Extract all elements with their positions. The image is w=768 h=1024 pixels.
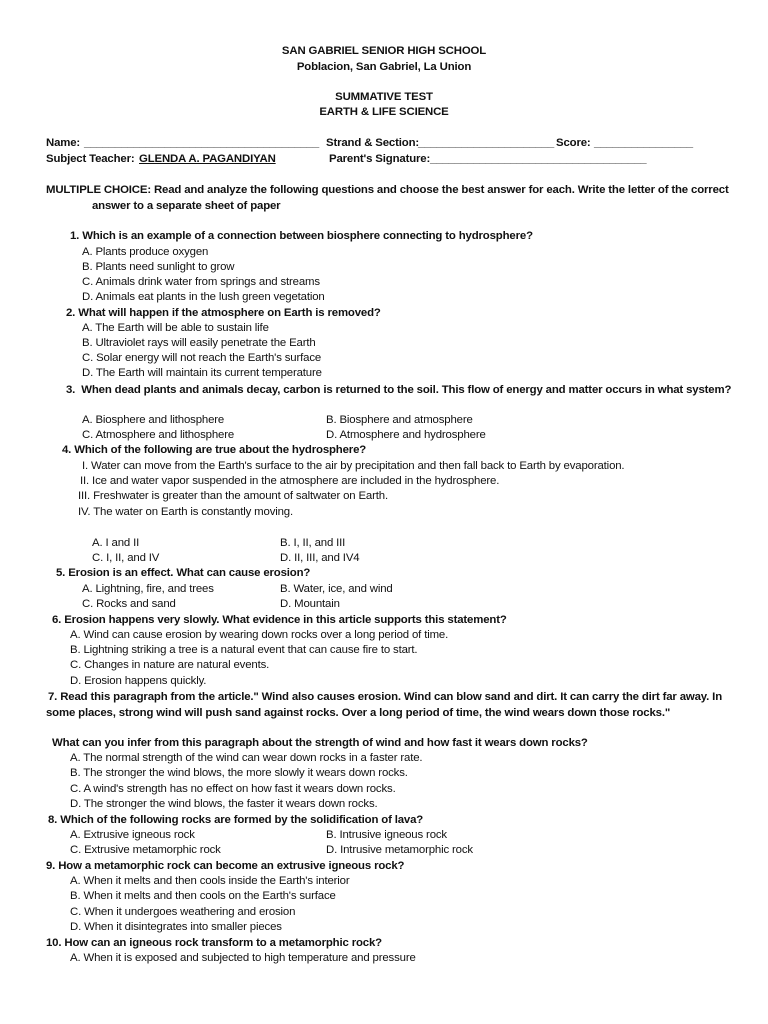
q9-choice-d: D. When it disintegrates into smaller pieces: [70, 921, 282, 933]
q2-choice-d: D. The Earth will maintain its current temperature: [82, 367, 322, 379]
q7-choice-a: A. The normal strength of the wind can wear down rocks in a faster rate.: [70, 752, 423, 764]
question-9: 9. How a metamorphic rock can become an extrusive igneous rock?: [46, 860, 405, 872]
subject-title: EARTH & LIFE SCIENCE: [319, 106, 449, 118]
q9-choice-a: A. When it melts and then cools inside the Earth's interior: [70, 875, 350, 887]
q5-choice-a: A. Lightning, fire, and trees: [82, 583, 214, 595]
q6-choice-d: D. Erosion happens quickly.: [70, 675, 207, 687]
q5-choice-c: C. Rocks and sand: [82, 598, 176, 610]
question-7-line-1: 7. Read this paragraph from the article." Wind also causes erosion. Wind can blow sand and dirt. It can carry the dirt far away. In: [48, 691, 722, 703]
question-7-prompt: What can you infer from this paragraph about the strength of wind and how fast it wears down rocks?: [52, 737, 588, 749]
question-8: 8. Which of the following rocks are formed by the solidification of lava?: [48, 814, 424, 826]
question-1: 1. Which is an example of a connection between biosphere connecting to hydrosphere?: [70, 230, 533, 242]
instructions-line-2: answer to a separate sheet of paper: [92, 200, 281, 212]
q9-choice-c: C. When it undergoes weathering and erosion: [70, 906, 296, 918]
q7-choice-d: D. The stronger the wind blows, the faster it wears down rocks.: [70, 798, 378, 810]
q5-choice-b: B. Water, ice, and wind: [280, 583, 393, 595]
q6-choice-c: C. Changes in nature are natural events.: [70, 659, 270, 671]
q4-statement-4: IV. The water on Earth is constantly moving.: [78, 506, 293, 518]
test-type: SUMMATIVE TEST: [335, 91, 433, 103]
instructions-line-1: MULTIPLE CHOICE: Read and analyze the following questions and choose the best answer for each. Write the letter of the correct: [46, 184, 729, 196]
q8-choice-a: A. Extrusive igneous rock: [70, 829, 195, 841]
q9-choice-b: B. When it melts and then cools on the Earth's surface: [70, 890, 336, 902]
q2-choice-a: A. The Earth will be able to sustain life: [82, 322, 269, 334]
q1-choice-c: C. Animals drink water from springs and streams: [82, 276, 320, 288]
school-address: Poblacion, San Gabriel, La Union: [296, 61, 472, 73]
q6-choice-b: B. Lightning striking a tree is a natural event that can cause fire to start.: [70, 644, 418, 656]
school-name: SAN GABRIEL SENIOR HIGH SCHOOL: [281, 45, 487, 57]
q8-choice-d: D. Intrusive metamorphic rock: [326, 844, 473, 856]
question-6: 6. Erosion happens very slowly. What evidence in this article supports this statement?: [52, 614, 507, 626]
q7-choice-b: B. The stronger the wind blows, the more slowly it wears down rocks.: [70, 767, 408, 779]
name-line[interactable]: ______________________________________: [84, 137, 320, 149]
score-label: Score:: [556, 137, 591, 149]
strand-line[interactable]: ______________________: [418, 137, 555, 149]
question-3: 3. When dead plants and animals decay, carbon is returned to the soil. This flow of energy and matter occurs in what system?: [66, 384, 732, 396]
q3-choice-b: B. Biosphere and atmosphere: [326, 414, 473, 426]
q3-choice-a: A. Biosphere and lithosphere: [82, 414, 225, 426]
q4-choice-d: D. II, III, and IV4: [280, 552, 360, 564]
teacher-name: GLENDA A. PAGANDIYAN: [139, 153, 276, 165]
q2-choice-c: C. Solar energy will not reach the Earth's surface: [82, 352, 322, 364]
score-line[interactable]: ________________: [594, 137, 693, 149]
parent-signature-line[interactable]: ___________________________________: [430, 153, 647, 165]
q4-statement-3: III. Freshwater is greater than the amount of saltwater on Earth.: [78, 490, 388, 502]
question-5: 5. Erosion is an effect. What can cause erosion?: [56, 567, 311, 579]
q4-statement-1: I. Water can move from the Earth's surface to the air by precipitation and then fall back to Earth by evaporation.: [82, 460, 625, 472]
q10-choice-a: A. When it is exposed and subjected to high temperature and pressure: [70, 952, 416, 964]
q4-choice-a: A. I and II: [92, 537, 140, 549]
q2-choice-b: B. Ultraviolet rays will easily penetrate the Earth: [82, 337, 316, 349]
q4-choice-c: C. I, II, and IV: [92, 552, 160, 564]
q8-choice-c: C. Extrusive metamorphic rock: [70, 844, 221, 856]
q1-choice-a: A. Plants produce oxygen: [82, 246, 209, 258]
question-10: 10. How can an igneous rock transform to a metamorphic rock?: [46, 937, 382, 949]
q1-choice-b: B. Plants need sunlight to grow: [82, 261, 235, 273]
strand-label: Strand & Section:: [326, 137, 420, 149]
q3-choice-c: C. Atmosphere and lithosphere: [82, 429, 235, 441]
q1-choice-d: D. Animals eat plants in the lush green vegetation: [82, 291, 325, 303]
parent-signature-label: Parent's Signature:: [329, 153, 431, 165]
name-label: Name:: [46, 137, 81, 149]
q3-choice-d: D. Atmosphere and hydrosphere: [326, 429, 486, 441]
q4-statement-2: II. Ice and water vapor suspended in the atmosphere are included in the hydrosphere.: [80, 475, 500, 487]
question-7-line-2: some places, strong wind will push sand against rocks. Over a long period of time, the wind wears down those rocks.": [46, 707, 671, 719]
question-2: 2. What will happen if the atmosphere on Earth is removed?: [66, 307, 381, 319]
q8-choice-b: B. Intrusive igneous rock: [326, 829, 447, 841]
question-4: 4. Which of the following are true about the hydrosphere?: [62, 444, 367, 456]
teacher-label: Subject Teacher:: [46, 153, 135, 165]
q7-choice-c: C. A wind's strength has no effect on how fast it wears down rocks.: [70, 783, 396, 795]
q5-choice-d: D. Mountain: [280, 598, 340, 610]
q6-choice-a: A. Wind can cause erosion by wearing down rocks over a long period of time.: [70, 629, 449, 641]
q4-choice-b: B. I, II, and III: [280, 537, 346, 549]
